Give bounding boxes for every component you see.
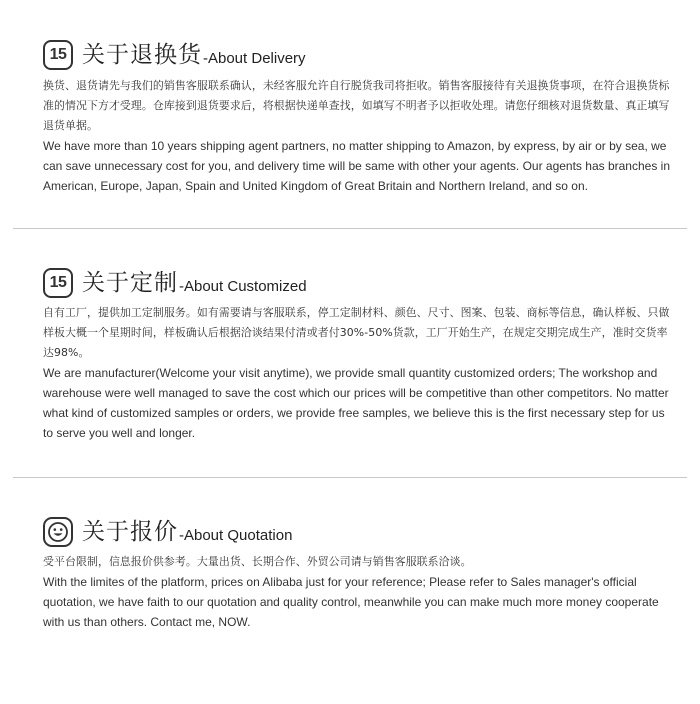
customized-title-en: -About Customized bbox=[179, 278, 307, 295]
delivery-text-cn: 换货、退货请先与我们的销售客服联系确认，未经客服允许自行脱货我司将拒收。销售客服接待有关退换货事项，在符合退换货标准的情况下方才受理。仓库接到退货要求后，将根据快递单查找，如填写不明者予以拒收处理。请您仔细核对退货数量、真正填写退货单据。 bbox=[43, 79, 670, 132]
quotation-title-cn: 关于报价 bbox=[82, 519, 178, 545]
smiley-icon bbox=[43, 517, 73, 547]
smiley-face-icon bbox=[47, 521, 69, 543]
quotation-title-en: -About Quotation bbox=[179, 527, 293, 544]
calendar-15-icon: 15 bbox=[43, 40, 73, 70]
quotation-body bbox=[43, 552, 675, 632]
section-divider bbox=[13, 477, 687, 478]
customized-text-cn: 自有工厂，提供加工定制服务。如有需要请与客服联系，停工定制材料、颜色、尺寸、图案、包装、商标等信息，确认样板、只做样板大概一个星期时间，样板确认后根据洽谈结果付清或者付30%-50%货款，工厂开始生产，在规定交期完成生产，准时交货率达98%。 bbox=[43, 306, 670, 359]
calendar-15-icon: 15 bbox=[43, 268, 73, 298]
customized-body bbox=[43, 303, 675, 443]
delivery-title-en: -About Delivery bbox=[203, 50, 306, 67]
customized-title-cn: 关于定制 bbox=[82, 270, 178, 296]
delivery-text-en: We have more than 10 years shipping agent partners, no matter shipping to Amazon, by express, by air or by sea, we can save unnecessary cost for you, and delivery time will be same with other your agents. Our agents has branches in American, Europe, Japan, Spain and United Kingdom of Great Britain and Northern Ireland, and so on. bbox=[43, 139, 670, 193]
section-divider bbox=[13, 228, 687, 229]
quotation-text-cn: 受平台限制，信息报价供参考。大量出货、长期合作、外贸公司请与销售客服联系洽谈。 bbox=[43, 555, 472, 568]
customized-text-en: We are manufacturer(Welcome your visit anytime), we provide small quantity customized orders; The workshop and warehouse were well managed to save the cost which our prices will be competitive than other competitors. No matter what kind of customized samples or orders, we provide free samples, we believe this is the first necessary step for us to serve you well and longer. bbox=[43, 366, 669, 440]
delivery-body bbox=[43, 76, 675, 196]
quotation-text-en: With the limites of the platform, prices on Alibaba just for your reference; Please refer to Sales manager's official quotation, we have faith to our quotation and quality control, meanwhile you can make much more money cooperate with us than others. Contact me, NOW. bbox=[43, 575, 659, 629]
quotation-heading bbox=[43, 513, 292, 547]
delivery-title-cn: 关于退换货 bbox=[82, 42, 202, 68]
customized-heading bbox=[43, 264, 307, 298]
delivery-heading bbox=[43, 36, 306, 70]
